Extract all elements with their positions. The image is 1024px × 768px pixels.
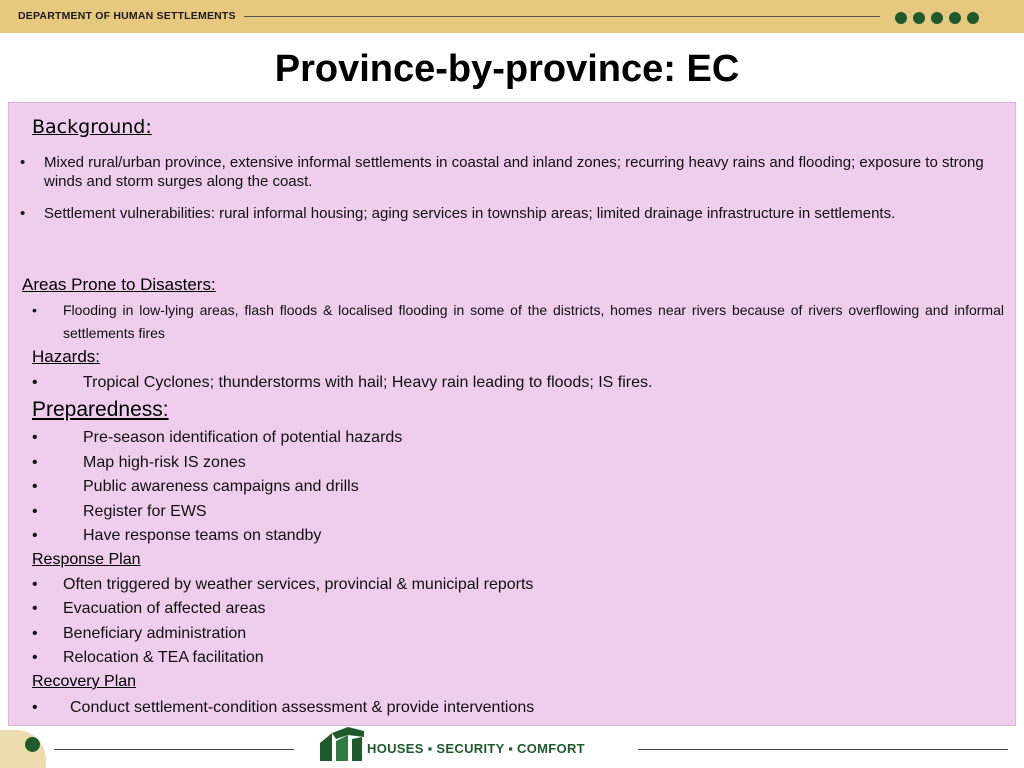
bullet-text: Tropical Cyclones; thunderstorms with hail; Heavy rain leading to floods; IS fires. [83, 374, 653, 391]
banner-dot [967, 12, 979, 24]
bullet-text: Have response teams on standby [83, 527, 322, 544]
bullet-marker: • [32, 527, 38, 544]
hazards-bullet [32, 373, 972, 392]
footer-slogan: HOUSES ▪ SECURITY ▪ COMFORT [367, 741, 585, 756]
bullet-marker: • [32, 625, 38, 642]
preparedness-bullet [32, 526, 972, 545]
bullet-text: Often triggered by weather services, provincial & municipal reports [63, 576, 534, 593]
preparedness-bullet [32, 453, 972, 472]
preparedness-bullet [32, 502, 972, 521]
bullet-marker: • [20, 205, 26, 222]
bullet-marker: • [32, 454, 38, 471]
bullet-text: Flooding in low-lying areas, flash floods & localised flooding in some of the districts, homes near rivers because of rivers overflowing and informal settlements fires [63, 302, 1004, 341]
bullet-text: Relocation & TEA facilitation [63, 649, 264, 666]
bullet-text: Settlement vulnerabilities: rural informal housing; aging services in township areas; limited drainage infrastructure in settlements. [44, 205, 896, 222]
response-bullet [32, 624, 972, 643]
banner-dot [931, 12, 943, 24]
bullet-marker: • [32, 576, 38, 593]
bullet-text: Register for EWS [83, 503, 207, 520]
bullet-text: Map high-risk IS zones [83, 454, 246, 471]
bullet-text: Conduct settlement-condition assessment & provide interventions [70, 699, 535, 716]
slide-title: Province-by-province: EC [274, 48, 740, 90]
bullet-text: Pre-season identification of potential hazards [83, 429, 403, 446]
response-bullet [32, 648, 972, 667]
background-bullet [20, 204, 1010, 223]
bullet-marker: • [32, 429, 38, 446]
bullet-text: Mixed rural/urban province, extensive informal settlements in coastal and inland zones; recurring heavy rains and flooding; exposure to strong winds and storm surges along the coast. [44, 154, 984, 190]
bullet-marker: • [20, 154, 26, 171]
areas-heading: Areas Prone to Disasters: [22, 275, 216, 294]
bullet-marker: • [32, 374, 38, 391]
footer-divider-left [54, 749, 294, 750]
bullet-marker: • [32, 699, 38, 716]
banner-dot [913, 12, 925, 24]
hazards-heading: Hazards: [32, 347, 101, 366]
bullet-text: Beneficiary administration [63, 625, 247, 642]
preparedness-bullet [32, 428, 972, 447]
top-banner [0, 0, 1024, 33]
bullet-text: Public awareness campaigns and drills [83, 478, 359, 495]
footer-swirl-decoration [0, 730, 46, 768]
bullet-marker: • [32, 600, 38, 617]
banner-dots [895, 11, 985, 29]
preparedness-heading: Preparedness: [32, 398, 169, 421]
response-bullet [32, 599, 972, 618]
bullet-marker: • [32, 302, 37, 318]
background-bullet [20, 153, 1010, 191]
areas-bullet [32, 299, 1004, 345]
recovery-bullet [32, 698, 972, 717]
response-bullet [32, 575, 972, 594]
banner-divider [244, 16, 880, 17]
bullet-text: Evacuation of affected areas [63, 600, 266, 617]
footer-dot [25, 737, 40, 752]
bullet-marker: • [32, 503, 38, 520]
bullet-marker: • [32, 649, 38, 666]
houses-logo-icon [318, 727, 364, 763]
department-name: DEPARTMENT OF HUMAN SETTLEMENTS [18, 10, 236, 22]
bullet-marker: • [32, 478, 38, 495]
response-heading: Response Plan [32, 551, 141, 568]
footer-divider-right [638, 749, 1008, 750]
recovery-heading: Recovery Plan [32, 673, 137, 690]
banner-dot [949, 12, 961, 24]
preparedness-bullet [32, 477, 972, 496]
banner-dot [895, 12, 907, 24]
background-heading: Background: [32, 116, 152, 138]
